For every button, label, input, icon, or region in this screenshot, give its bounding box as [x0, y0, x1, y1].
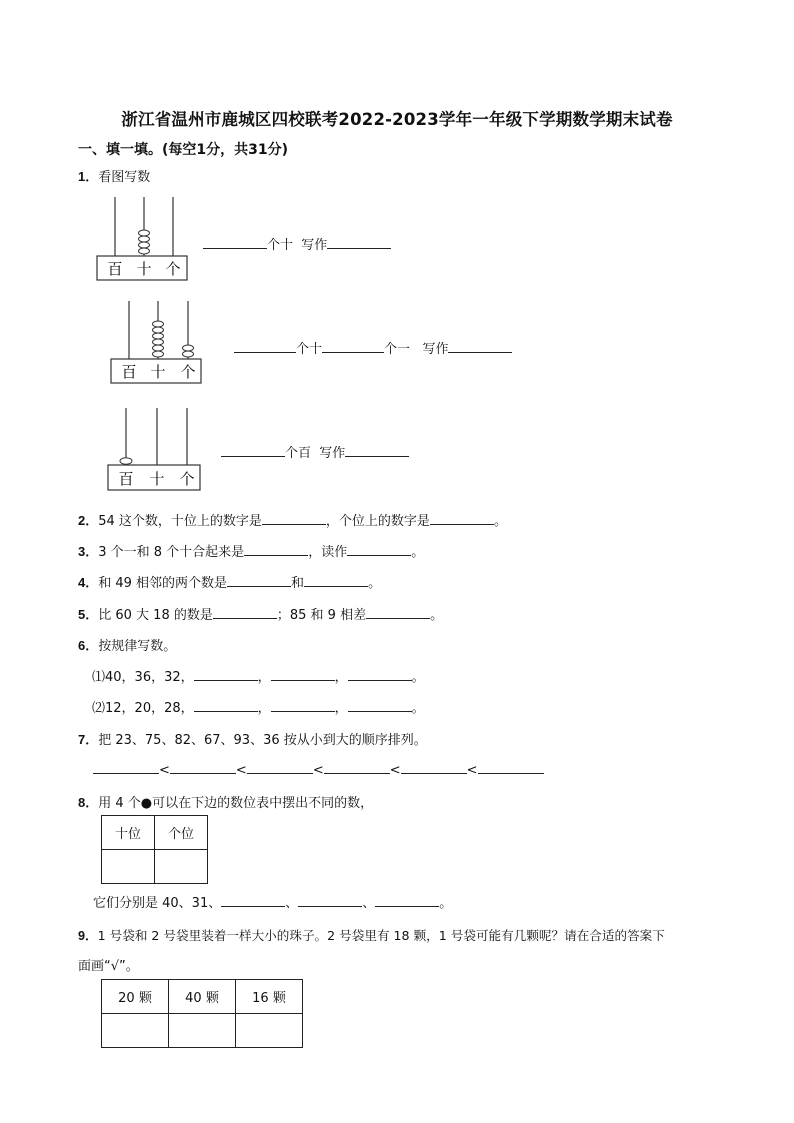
answer-blank[interactable] [234, 340, 296, 353]
answer-blank[interactable] [348, 668, 412, 681]
table-header: 个位 [155, 816, 208, 850]
question-6-part-2: ⑵12，20，28， ， ， 。 [92, 701, 425, 716]
abacus-label: 百 [107, 260, 123, 278]
answer-blank[interactable] [375, 894, 439, 907]
answer-blank[interactable] [213, 606, 277, 619]
q1-row2-answer: 个十 个一 写作 [234, 338, 512, 357]
table-header: 40 颗 [169, 980, 236, 1014]
section-heading: 一、填一填。(每空1分，共31分) [78, 142, 289, 158]
question-5: 5．比 60 大 18 的数是 ；85 和 9 相差 。 [78, 607, 444, 623]
answer-blank[interactable] [93, 761, 159, 774]
answer-blank[interactable] [322, 340, 384, 353]
answer-blank[interactable] [271, 699, 335, 712]
answer-choice-table [101, 979, 303, 1048]
question-text: 看图写数 [98, 170, 151, 185]
answer-blank[interactable] [262, 512, 326, 525]
question-7: 7．把 23、75、82、67、93、36 按从小到大的顺序排列。 [78, 732, 427, 748]
label: 写作 [301, 238, 328, 253]
q1-row1-answer [203, 234, 391, 253]
answer-blank[interactable] [170, 761, 236, 774]
answer-blank[interactable] [478, 761, 544, 774]
table-header: 16 颗 [236, 980, 303, 1014]
question-2: 2．54 这个数，十位上的数字是 ，个位上的数字是 。 [78, 513, 507, 529]
table-cell[interactable] [102, 1014, 169, 1048]
question-8-answer: 它们分别是 40、31、 、 、 。 [93, 896, 453, 911]
table-cell[interactable] [102, 850, 155, 884]
answer-blank[interactable] [194, 699, 258, 712]
abacus-image-2 [108, 297, 206, 387]
abacus-image-3 [94, 404, 204, 494]
abacus-label: 个 [165, 260, 181, 278]
answer-blank[interactable] [203, 236, 267, 249]
place-value-table [101, 815, 208, 884]
question-6: 6．按规律写数。 [78, 638, 177, 654]
q1-row3-answer: 个百 写作 [221, 442, 409, 461]
page-title: 浙江省温州市鹿城区四校联考2022-2023学年一年级下学期数学期末试卷 [121, 110, 673, 129]
answer-blank[interactable] [244, 543, 308, 556]
answer-blank[interactable] [324, 761, 390, 774]
abacus-label: 个 [180, 363, 196, 381]
answer-blank[interactable] [227, 574, 291, 587]
answer-blank[interactable] [345, 444, 409, 457]
answer-blank[interactable] [366, 606, 430, 619]
answer-blank[interactable] [448, 340, 512, 353]
abacus-label: 十 [136, 260, 152, 278]
answer-blank[interactable] [271, 668, 335, 681]
question-9: 9．1 号袋和 2 号袋里装着一样大小的珠子。2 号袋里有 18 颗，1 号袋可能有几颗呢？请在合适的答案下 [78, 928, 665, 943]
answer-blank[interactable] [327, 236, 391, 249]
table-cell[interactable] [236, 1014, 303, 1048]
answer-blank[interactable] [221, 894, 285, 907]
question-1 [78, 166, 150, 185]
abacus-label: 十 [150, 363, 166, 381]
answer-blank[interactable] [348, 699, 412, 712]
question-7-answer: < < < < < [93, 761, 544, 778]
question-number: 1． [78, 169, 99, 184]
answer-blank[interactable] [430, 512, 494, 525]
question-3: 3．3 个一和 8 个十合起来是 ，读作 。 [78, 544, 425, 560]
question-6-part-1: ⑴40，36，32， ， ， 。 [92, 670, 425, 685]
table-header: 20 颗 [102, 980, 169, 1014]
answer-blank[interactable] [221, 444, 285, 457]
table-cell[interactable] [169, 1014, 236, 1048]
answer-blank[interactable] [298, 894, 362, 907]
abacus-label: 百 [118, 470, 134, 488]
label: 个十 [267, 238, 294, 253]
table-header: 十位 [102, 816, 155, 850]
question-4: 4．和 49 相邻的两个数是 和 。 [78, 575, 382, 591]
abacus-label: 个 [179, 470, 195, 488]
question-9-line-2: 面画“√”。 [78, 959, 139, 974]
abacus-label: 十 [149, 470, 165, 488]
answer-blank[interactable] [247, 761, 313, 774]
question-8: 8．用 4 个●可以在下边的数位表中摆出不同的数， [78, 795, 374, 811]
table-cell[interactable] [155, 850, 208, 884]
abacus-label: 百 [121, 363, 137, 381]
answer-blank[interactable] [304, 574, 368, 587]
abacus-image-1 [93, 193, 191, 283]
answer-blank[interactable] [401, 761, 467, 774]
answer-blank[interactable] [194, 668, 258, 681]
answer-blank[interactable] [347, 543, 411, 556]
